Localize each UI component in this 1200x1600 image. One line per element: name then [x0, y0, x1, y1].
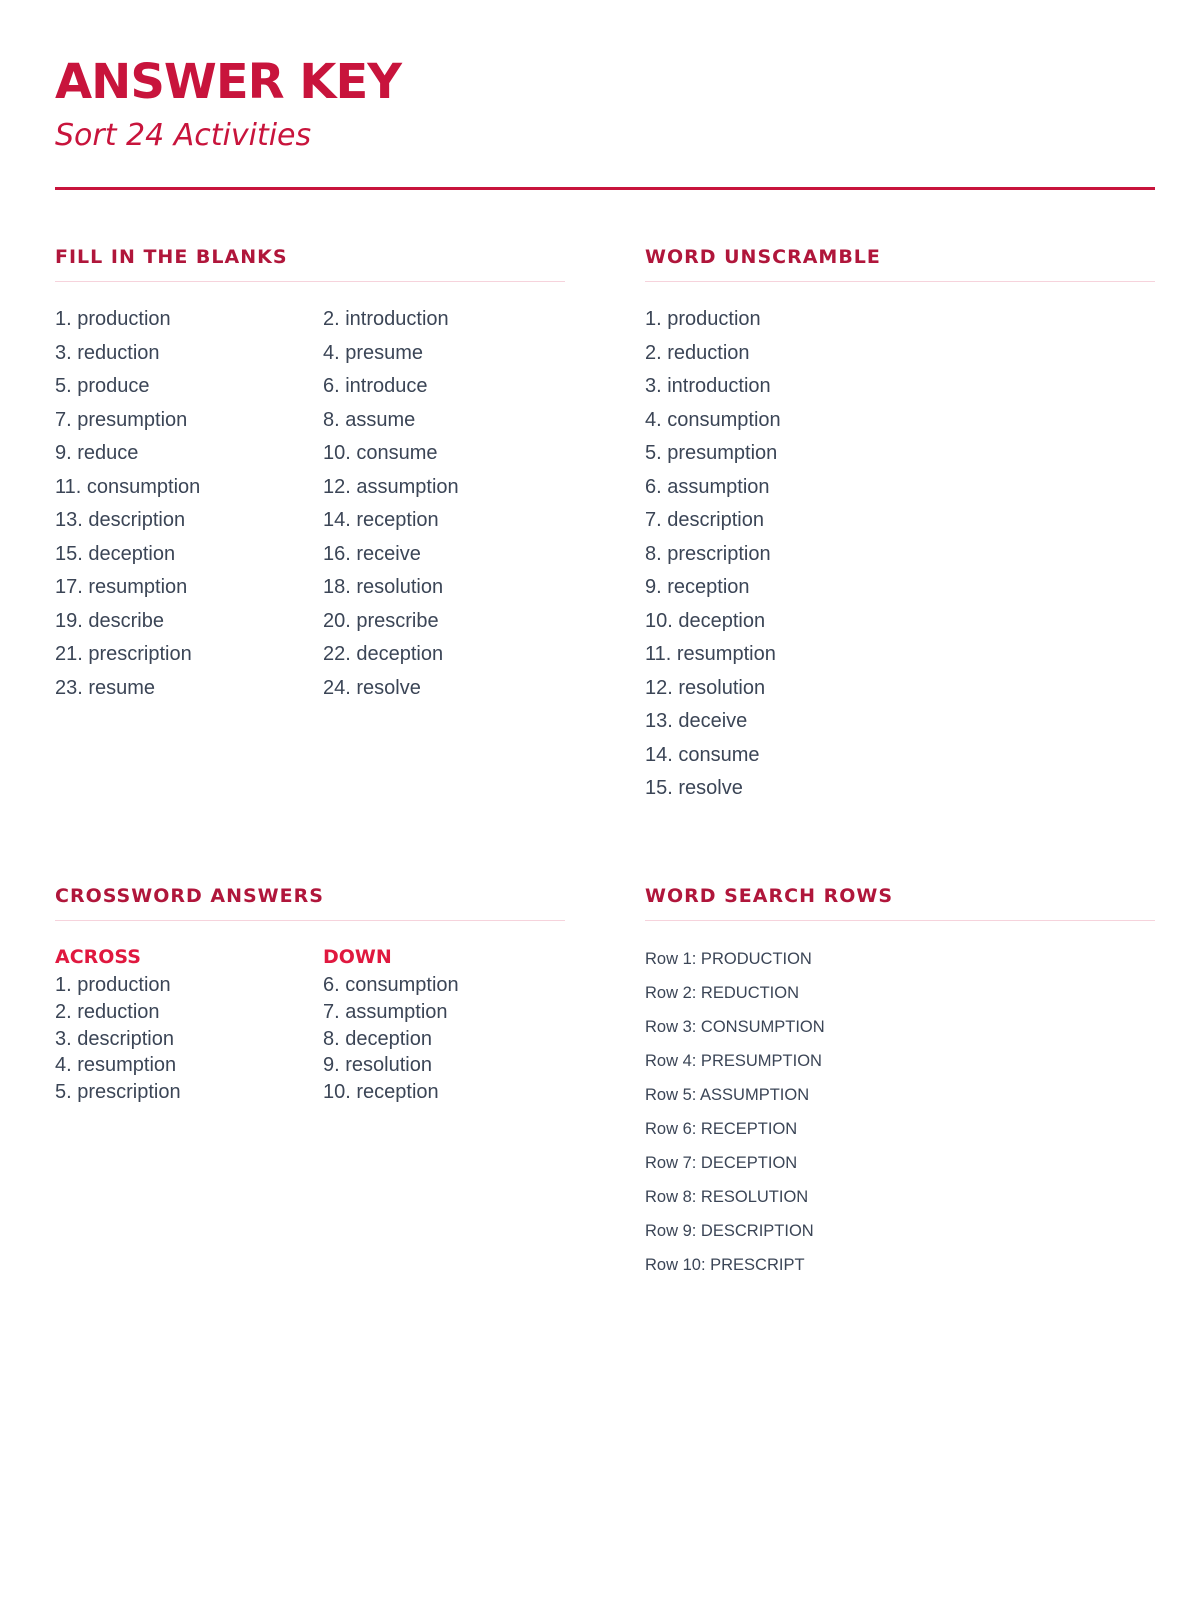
answer-item: 13. deceive [645, 710, 748, 732]
answer-column [645, 303, 781, 806]
crossword-answer: 1. production [55, 974, 171, 996]
answer-item: 8. prescription [645, 542, 771, 565]
answer-item: 11. resumption [645, 643, 776, 665]
row-list [645, 942, 825, 1282]
section-heading: WORD SEARCH ROWS [645, 885, 894, 907]
word-search-row: Row 2: REDUCTION [645, 984, 800, 1002]
word-search-row: Row 5: ASSUMPTION [645, 1086, 810, 1104]
down-column [323, 942, 459, 1106]
answer-item: 12. resolution [645, 676, 766, 699]
answer-item: 5. presumption [645, 442, 778, 464]
crossword-answer: 5. prescription [55, 1081, 181, 1104]
word-search-rows-section [645, 884, 1155, 1274]
answer-item: 21. prescription [55, 643, 192, 665]
answer-item: 22. deception [323, 643, 444, 665]
answer-item: 3. introduction [645, 375, 771, 397]
page-title: ANSWER KEY [55, 54, 402, 110]
across-heading: ACROSS [55, 946, 141, 968]
answer-item: 13. description [55, 509, 186, 531]
answer-item: 9. reduce [55, 442, 139, 464]
page-subtitle: Sort 24 Activities [55, 118, 312, 153]
answer-item: 7. presumption [55, 408, 188, 431]
answer-item: 4. presume [323, 341, 424, 364]
crossword-answer: 6. consumption [323, 974, 459, 996]
word-search-row: Row 7: DECEPTION [645, 1154, 798, 1172]
crossword-answer: 10. reception [323, 1081, 439, 1104]
section-heading: WORD UNSCRAMBLE [645, 246, 881, 268]
answer-item: 2. introduction [323, 308, 449, 330]
crossword-answer: 8. deception [323, 1027, 432, 1050]
crossword-answer: 7. assumption [323, 1000, 448, 1023]
word-search-row: Row 4: PRESUMPTION [645, 1052, 822, 1070]
answer-item: 16. receive [323, 542, 421, 565]
fill-in-the-blanks-section [55, 245, 565, 699]
answer-item: 8. assume [323, 408, 416, 431]
right-answer-column [323, 303, 459, 705]
title-divider [55, 187, 1155, 190]
word-search-row: Row 8: RESOLUTION [645, 1188, 809, 1206]
answer-item: 23. resume [55, 676, 156, 699]
answer-item: 3. reduction [55, 341, 160, 364]
answer-item: 14. consume [645, 743, 760, 766]
answer-item: 10. deception [645, 609, 766, 632]
answer-item: 10. consume [323, 442, 438, 464]
answer-item: 9. reception [645, 576, 750, 598]
word-unscramble-section [645, 245, 1155, 799]
answer-item: 2. reduction [645, 341, 750, 364]
answer-item: 20. prescribe [323, 609, 439, 632]
crossword-answer: 3. description [55, 1027, 174, 1050]
answer-item: 6. introduce [323, 375, 428, 397]
word-search-row: Row 10: PRESCRIPT [645, 1256, 805, 1274]
answer-item: 7. description [645, 509, 764, 531]
section-divider [55, 281, 565, 282]
answer-item: 14. reception [323, 509, 439, 531]
down-list [323, 972, 459, 1106]
answer-item: 5. produce [55, 375, 150, 397]
section-divider [645, 920, 1155, 921]
crossword-answers-section [55, 884, 565, 1104]
crossword-answer: 2. reduction [55, 1000, 160, 1023]
answer-item: 15. deception [55, 542, 176, 565]
answer-item: 17. resumption [55, 576, 188, 598]
crossword-answer: 4. resumption [55, 1054, 177, 1077]
crossword-answer: 9. resolution [323, 1054, 432, 1077]
section-divider [645, 281, 1155, 282]
down-heading: DOWN [323, 946, 392, 968]
left-answer-column [55, 303, 200, 705]
word-search-row: Row 1: PRODUCTION [645, 950, 812, 968]
across-list [55, 972, 181, 1106]
section-heading: FILL IN THE BLANKS [55, 246, 288, 268]
section-divider [55, 920, 565, 921]
answer-item: 6. assumption [645, 475, 770, 498]
answer-item: 24. resolve [323, 676, 421, 699]
word-search-row: Row 6: RECEPTION [645, 1120, 798, 1138]
answer-item: 18. resolution [323, 576, 444, 598]
answer-item: 1. production [55, 308, 171, 330]
answer-item: 11. consumption [55, 475, 201, 498]
word-search-row: Row 9: DESCRIPTION [645, 1222, 814, 1240]
word-search-row: Row 3: CONSUMPTION [645, 1018, 825, 1036]
answer-item: 1. production [645, 308, 761, 330]
answer-item: 15. resolve [645, 777, 743, 799]
answer-item: 19. describe [55, 609, 164, 632]
across-column [55, 942, 181, 1106]
answer-item: 12. assumption [323, 475, 459, 498]
answer-item: 4. consumption [645, 408, 781, 431]
section-heading: CROSSWORD ANSWERS [55, 885, 324, 907]
